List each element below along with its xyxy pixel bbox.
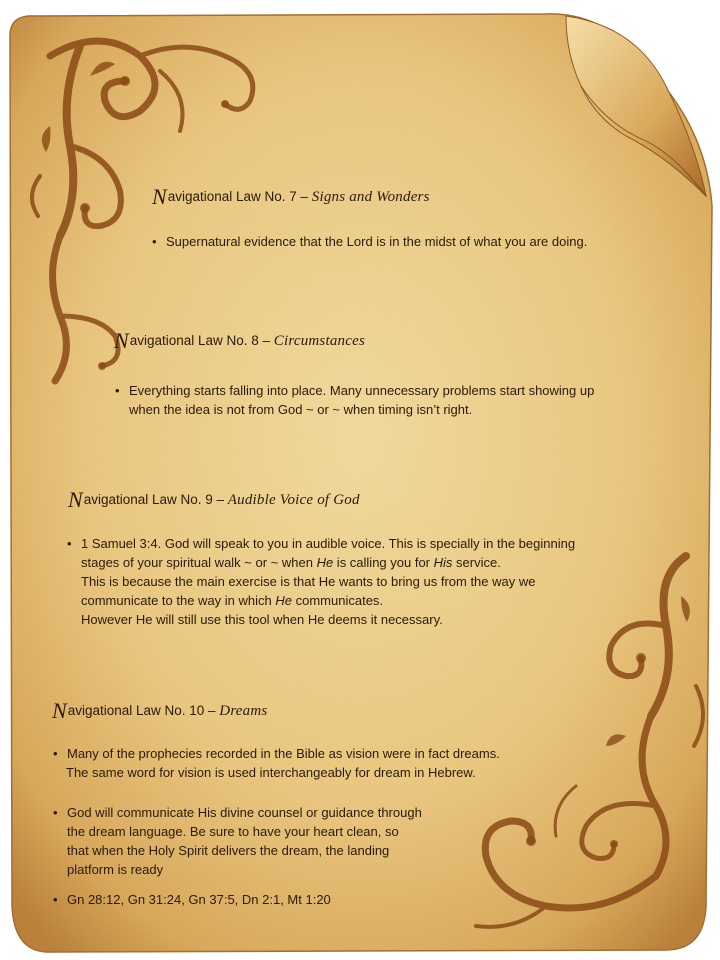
section-heading-law-9 xyxy=(68,489,360,511)
bullet-item xyxy=(53,890,331,909)
bullet-line: when the idea is not from God ~ or ~ when timing isn’t right. xyxy=(129,402,473,417)
heading-initial: N xyxy=(114,328,129,353)
bullet-dot-icon: • xyxy=(53,892,58,907)
emphasis-he: He xyxy=(316,555,334,570)
bullet-line: 1 Samuel 3:4. God will speak to you in audible voice. This is specially in the beginning xyxy=(81,536,576,551)
bullet-line: Supernatural evidence that the Lord is in the midst of what you are doing. xyxy=(166,234,588,249)
bullet-line: the dream language. Be sure to have your heart clean, so xyxy=(67,824,399,839)
section-heading-law-10 xyxy=(52,700,267,722)
line-part: is calling you for xyxy=(333,555,434,570)
bullet-item xyxy=(67,534,576,629)
heading-text: avigational Law No. 10 – xyxy=(67,703,220,718)
line-part: communicates. xyxy=(292,593,384,608)
heading-subtitle: Audible Voice of God xyxy=(227,492,360,508)
heading-subtitle: Circumstances xyxy=(273,333,365,349)
bullet-line: Many of the prophecies recorded in the Bible as vision were in fact dreams. xyxy=(67,746,500,761)
bullet-item xyxy=(53,803,422,879)
bullet-line xyxy=(81,553,575,572)
heading-text: avigational Law No. 7 – xyxy=(167,189,312,204)
emphasis-his: His xyxy=(433,555,453,570)
parchment-scroll xyxy=(6,6,718,956)
bullet-line: God will communicate His divine counsel or guidance through xyxy=(67,805,422,820)
section-heading-law-8 xyxy=(114,330,365,352)
heading-subtitle: Dreams xyxy=(219,703,268,719)
bullet-dot-icon: • xyxy=(115,383,120,398)
bullet-dot-icon: • xyxy=(67,536,72,551)
bullet-item xyxy=(115,381,595,419)
bullet-line: However He will still use this tool when He deems it necessary. xyxy=(81,612,443,627)
section-heading-law-7 xyxy=(152,186,430,208)
heading-subtitle: Signs and Wonders xyxy=(311,189,430,205)
heading-text: avigational Law No. 8 – xyxy=(129,333,274,348)
bullet-line: platform is ready xyxy=(67,862,164,877)
bullet-line: that when the Holy Spirit delivers the dream, the landing xyxy=(67,843,390,858)
heading-initial: N xyxy=(152,184,167,209)
emphasis-he: He xyxy=(275,593,292,608)
heading-initial: N xyxy=(52,698,67,723)
line-part: communicate to the way in which xyxy=(81,593,276,608)
line-part: stages of your spiritual walk ~ or ~ when xyxy=(81,555,317,570)
bullet-dot-icon: • xyxy=(53,746,58,761)
bullet-line: This is because the main exercise is that He wants to bring us from the way we xyxy=(81,574,536,589)
bullet-line xyxy=(81,591,575,610)
bullet-line: Gn 28:12, Gn 31:24, Gn 37:5, Dn 2:1, Mt 1:20 xyxy=(67,892,331,907)
bullet-line: The same word for vision is used interchangeably for dream in Hebrew. xyxy=(66,765,476,780)
bullet-dot-icon: • xyxy=(152,234,157,249)
bullet-item xyxy=(152,232,588,251)
line-part: service. xyxy=(452,555,501,570)
bullet-line: Everything starts falling into place. Many unnecessary problems start showing up xyxy=(129,383,595,398)
heading-initial: N xyxy=(68,487,83,512)
bullet-item xyxy=(53,744,500,782)
bullet-dot-icon: • xyxy=(53,805,58,820)
heading-text: avigational Law No. 9 – xyxy=(83,492,228,507)
